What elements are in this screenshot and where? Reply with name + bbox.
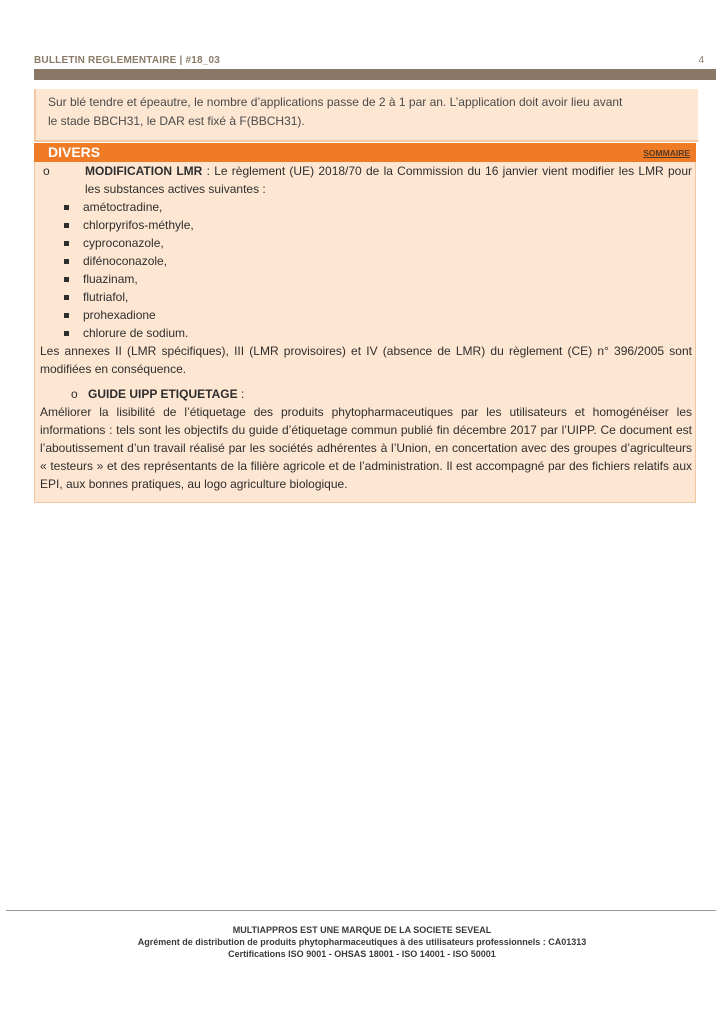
square-bullet-icon: [64, 331, 69, 336]
footer-divider: [6, 910, 716, 911]
list-marker-circle: o: [71, 387, 78, 401]
section-content-box: [34, 162, 696, 503]
guide-heading-row: [40, 385, 692, 403]
substance-name: prohexadione: [83, 308, 156, 322]
intro-line-2: le stade BBCH31, le DAR est fixé à F(BBCH31).: [48, 114, 305, 128]
substance-name: fluazinam,: [83, 272, 138, 286]
header-divider-bar: [34, 69, 716, 80]
lmr-text: : Le règlement (UE) 2018/70 de la Commission du 16 janvier vient modifier les LMR pour les substances actives suivantes :: [85, 164, 692, 196]
square-bullet-icon: [64, 259, 69, 264]
intro-box: [34, 89, 698, 142]
substance-name: difénoconazole,: [83, 254, 168, 268]
square-bullet-icon: [64, 313, 69, 318]
list-item: [40, 270, 692, 288]
list-item: [40, 324, 692, 342]
substance-name: flutriafol,: [83, 290, 129, 304]
list-item: [40, 306, 692, 324]
section-title: DIVERS: [48, 144, 101, 160]
square-bullet-icon: [64, 223, 69, 228]
guide-heading: GUIDE UIPP ETIQUETAGE: [88, 387, 238, 401]
list-item: [40, 288, 692, 306]
footer-agrement-line: Agrément de distribution de produits phytopharmaceutiques à des utilisateurs professionnels : CA01313: [137, 937, 587, 947]
guide-paragraph: Améliorer la lisibilité de l’étiquetage des produits phytopharmaceutiques par les utilisateurs et homogénéiser les informations : tels sont les objectifs du guide d’étiquetage commun publié fin décembre 2017 par l’UIPP. Ce document est l’aboutissement d’un travail réalisé par les sociétés adhérentes à l’Union, en concertation avec des groupes d’agriculteurs « testeurs » et des représentants de la filière agricole et de l’administration. Il est accompagné par des fichiers relatifs aux EPI, aux bonnes pratiques, au logo agriculture biologique.: [40, 405, 692, 491]
list-item: [40, 198, 692, 216]
lmr-heading: MODIFICATION LMR: [85, 164, 203, 178]
substance-name: amétoctradine,: [83, 200, 163, 214]
substance-list: [40, 198, 692, 342]
footer-certifications-line: Certifications ISO 9001 - OHSAS 18001 - ISO 14001 - ISO 50001: [228, 949, 496, 959]
list-marker-circle: o: [43, 164, 50, 178]
bulletin-header-title: BULLETIN REGLEMENTAIRE | #18_03: [34, 55, 221, 66]
square-bullet-icon: [64, 241, 69, 246]
square-bullet-icon: [64, 205, 69, 210]
intro-line-1: Sur blé tendre et épeautre, le nombre d’applications passe de 2 à 1 par an. L’application doit avoir lieu avant: [48, 95, 623, 109]
square-bullet-icon: [64, 295, 69, 300]
page-number: 4: [698, 55, 704, 66]
list-item: [40, 252, 692, 270]
lmr-paragraph: [40, 162, 692, 198]
guide-colon: :: [237, 387, 245, 401]
substance-name: cyproconazole,: [83, 236, 164, 250]
square-bullet-icon: [64, 277, 69, 282]
sommaire-link[interactable]: SOMMAIRE: [643, 148, 690, 158]
section-header-divers: [34, 143, 696, 162]
intro-text: [48, 93, 692, 131]
footer: [0, 924, 724, 960]
section-content: [40, 162, 692, 493]
substance-name: chlorpyrifos-méthyle,: [83, 218, 194, 232]
list-item: [40, 216, 692, 234]
spacer: [40, 378, 692, 385]
footer-brand-line: MULTIAPPROS EST UNE MARQUE DE LA SOCIETE SEVEAL: [232, 925, 492, 935]
annex-paragraph: Les annexes II (LMR spécifiques), III (LMR provisoires) et IV (absence de LMR) du règlement (CE) n° 396/2005 sont modifiées en conséquence.: [40, 344, 692, 376]
substance-name: chlorure de sodium.: [83, 326, 189, 340]
list-item: [40, 234, 692, 252]
